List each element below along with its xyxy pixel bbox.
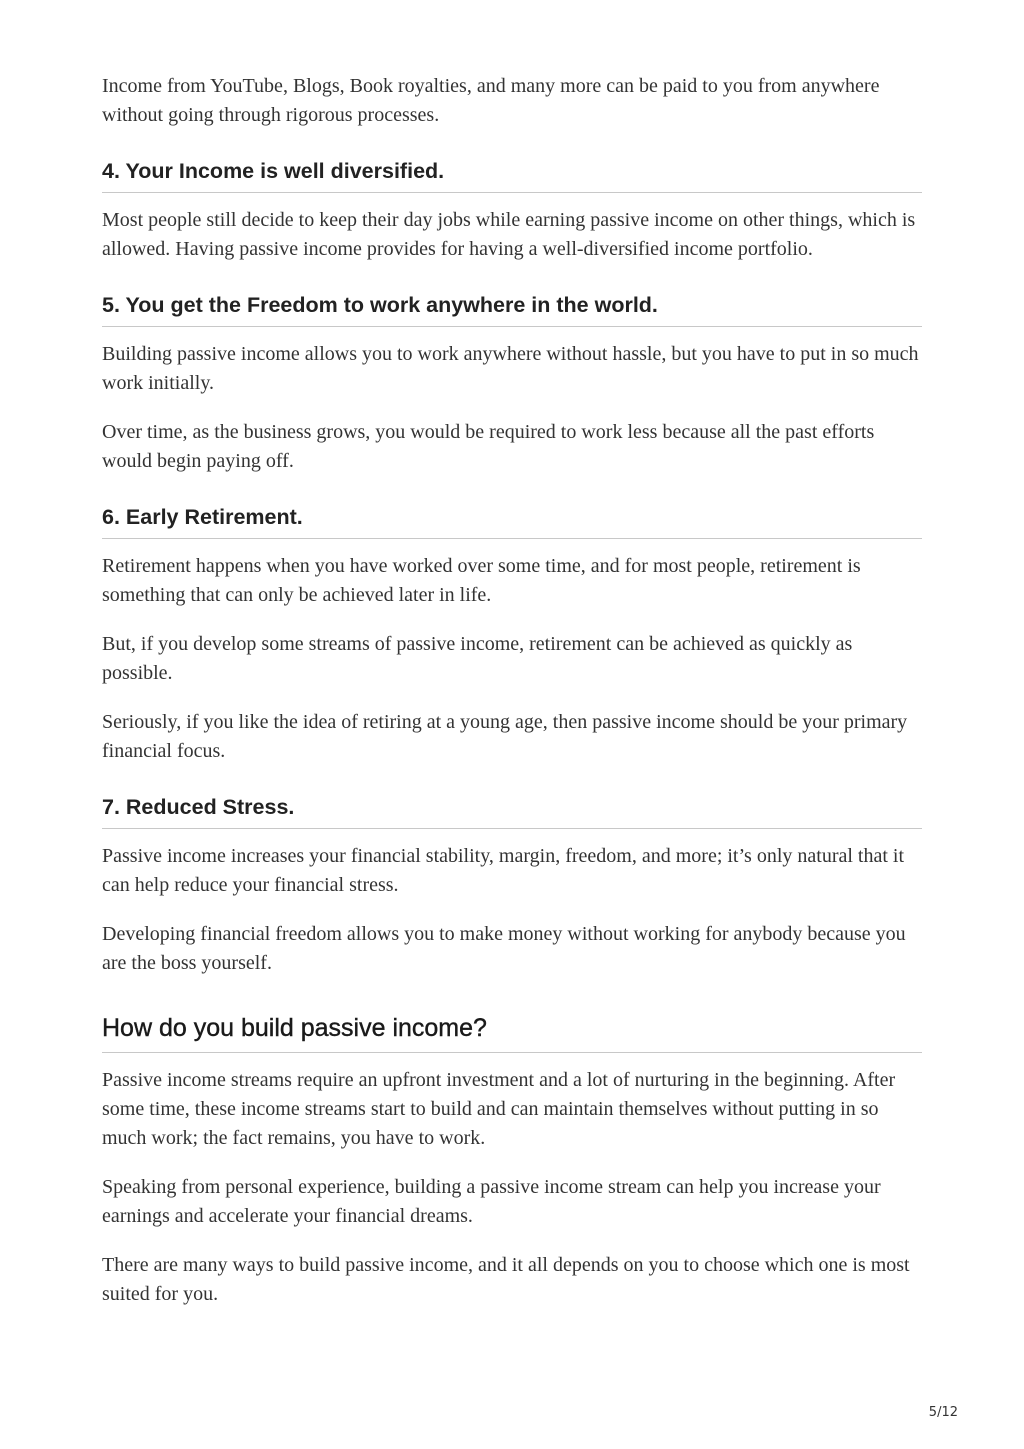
paragraph-day-jobs: Most people still decide to keep their day jobs while earning passive income on other things, which is allowed. Having passive income provides for having a well-diversified income portfolio. — [102, 209, 916, 260]
document-page — [102, 72, 922, 1329]
paragraph-personal-experience: Speaking from personal experience, building a passive income stream can help you increase your earnings and accelerate your financial dreams. — [102, 1176, 881, 1227]
paragraph-upfront-investment: Passive income streams require an upfront investment and a lot of nurturing in the beginning. After some time, these income streams start to build and can maintain themselves without putting in so much work; the fact remains, you have to work. — [102, 1069, 896, 1149]
paragraph-remote-income: Income from YouTube, Blogs, Book royalties, and many more can be paid to you from anywhere without going through rigorous processes. — [102, 75, 880, 126]
heading-income-diversified: 4. Your Income is well diversified. — [102, 158, 922, 193]
heading-build-passive-income: How do you build passive income? — [102, 1012, 922, 1053]
heading-early-retirement: 6. Early Retirement. — [102, 504, 922, 539]
paragraph-business-grows: Over time, as the business grows, you would be required to work less because all the past efforts would begin paying off. — [102, 421, 875, 472]
heading-freedom-anywhere: 5. You get the Freedom to work anywhere in the world. — [102, 292, 922, 327]
paragraph-work-anywhere: Building passive income allows you to work anywhere without hassle, but you have to put in so much work initially. — [102, 343, 919, 394]
paragraph-retirement-happens: Retirement happens when you have worked over some time, and for most people, retirement is something that can only be achieved later in life. — [102, 555, 861, 606]
heading-reduced-stress: 7. Reduced Stress. — [102, 794, 922, 829]
page-number: 5/12 — [928, 1405, 958, 1420]
paragraph-many-ways: There are many ways to build passive income, and it all depends on you to choose which one is most suited for you. — [102, 1254, 910, 1305]
paragraph-retirement-quickly: But, if you develop some streams of passive income, retirement can be achieved as quickly as possible. — [102, 633, 853, 684]
paragraph-financial-stability: Passive income increases your financial stability, margin, freedom, and more; it’s only natural that it can help reduce your financial stress. — [102, 845, 905, 896]
paragraph-financial-freedom: Developing financial freedom allows you to make money without working for anybody because you are the boss yourself. — [102, 923, 906, 974]
paragraph-retire-young: Seriously, if you like the idea of retiring at a young age, then passive income should be your primary financial focus. — [102, 711, 908, 762]
